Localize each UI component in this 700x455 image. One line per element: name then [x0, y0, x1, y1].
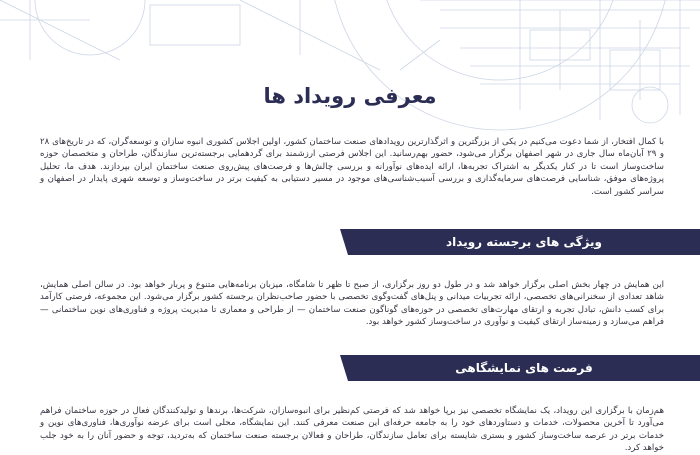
expo-heading: فرصت های نمایشگاهی — [455, 361, 593, 375]
expo-heading-band — [348, 355, 700, 381]
band-accent-shape — [340, 229, 348, 255]
features-paragraph: این همایش در چهار بخش اصلی برگزار خواهد شد و در طول دو روز برگزاری، از صبح تا ظهر تا شامگاه، میزبان برنامه‌هایی متنوع و پربار خواهد بود. در سالن اصلی همایش، شاهد تعدادی از سخنرانی‌های تخصصی، ارائه تجربیات میدانی و پنل‌های گفت‌وگوی تخصصی با حضور صاحب‌نظران برجسته کشور برگزار می‌شود. این مجموعه، فرصتی کارآمد برای کسب دانش، تبادل تجربه و ارتقای مهارت‌های تخصصی در حوزه‌های گوناگون صنعت ساختمان — از طراحی و معماری تا مدیریت پروژه و فناوری‌های نوین ساختمانی — فراهم می‌سازد و زمینه‌ساز ارتقای کیفیت و نوآوری در ساخت‌وساز کشور خواهد بود. — [40, 279, 664, 328]
features-heading: ویژگی های برجسته رویداد — [446, 235, 602, 249]
band-accent-shape — [340, 355, 348, 381]
expo-paragraph: هم‌زمان با برگزاری این رویداد، یک نمایشگاه تخصصی نیز برپا خواهد شد که فرصتی کم‌نظیر برای انبوه‌سازان، شرکت‌ها، برندها و تولیدکنندگان فعال در حوزه ساختمان فراهم می‌آورد تا آخرین محصولات، خدمات و دستاوردهای خود را به جامعه حرفه‌ای این صنعت معرفی کنند. این نمایشگاه، محلی است برای عرضه نوآوری‌ها، فناوری‌های نوین و خدمات برتر در عرصه ساخت‌وساز کشور و بستری شایسته برای تعامل سازندگان، طراحان و فعالان برجسته صنعت ساختمان که به‌تردید، توجه و حضور آنان را به خود جلب خواهد کرد. — [40, 405, 664, 454]
page-title: معرفی رویداد ها — [263, 84, 437, 108]
features-heading-band — [348, 229, 700, 255]
intro-paragraph: با کمال افتخار، از شما دعوت می‌کنیم در یکی از بزرگترین و اثرگذارترین رویدادهای صنعت ساختمان کشور، اولین اجلاس کشوری انبوه سازان و توسعه‌گران، که در تاریخ‌های ۲۸ و ۲۹ آبان‌ماه سال جاری در شهر اصفهان برگزار می‌شود، حضور بهم‌رسانید. این اجلاس فرصتی ارزشمند برای گردهمایی برجسته‌ترین سازندگان، طراحان و متخصصان حوزه ساخت‌وساز است تا در کنار یکدیگر به اشتراک تجربه‌ها، ارائه ایده‌های نوآورانه و بررسی چالش‌ها و فرصت‌های پیش‌روی صنعت ساختمان ایران بپردازند. هدف ما، تحلیل پروژه‌های موفق، شناسایی فرصت‌های سرمایه‌گذاری و بررسی آسیب‌شناسی‌های موجود در مسیر دستیابی به کیفیت برتر در ساخت‌وساز و توسعه شهری پایدار در اصفهان و سراسر کشور است. — [40, 136, 665, 197]
